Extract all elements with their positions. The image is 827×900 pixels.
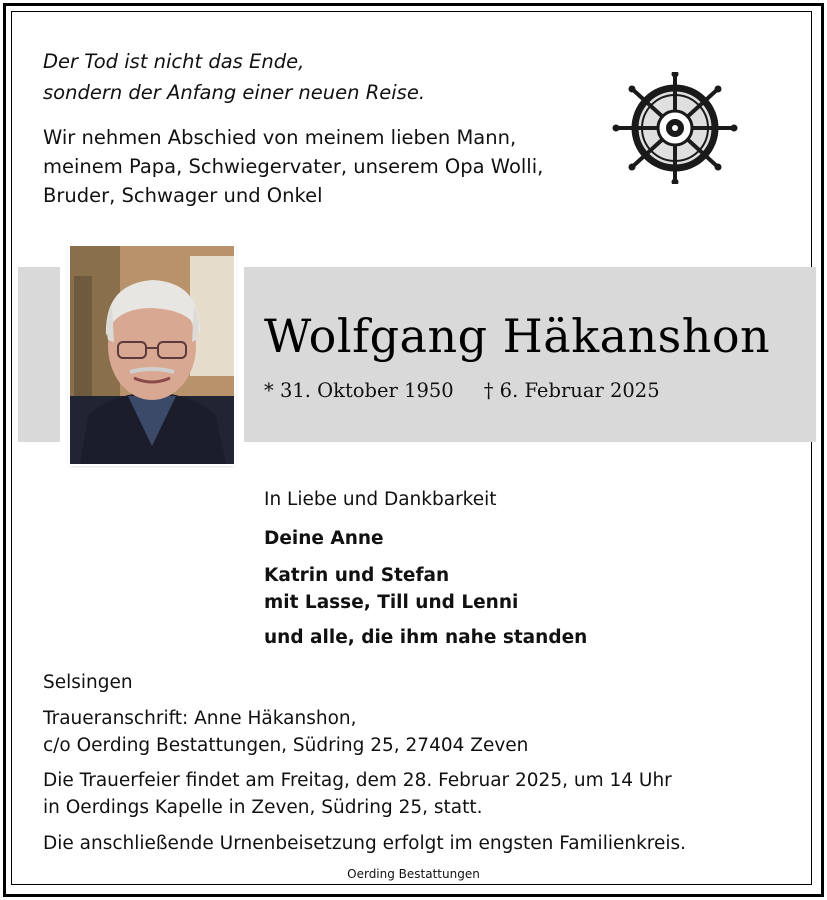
ceremony-line: in Oerdings Kapelle in Zeven, Südring 25, statt.: [43, 797, 483, 818]
intro-line: Wir nehmen Abschied von meinem lieben Mann,: [43, 126, 517, 149]
intro-line: meinem Papa, Schwiegervater, unserem Opa Wolli,: [43, 155, 544, 178]
signature-intro: In Liebe und Dankbarkeit: [264, 489, 497, 510]
life-dates: [264, 377, 660, 405]
birth-date: * 31. Oktober 1950: [264, 379, 454, 402]
burial-note: Die anschließende Urnenbeisetzung erfolgt im engsten Familienkreis.: [43, 833, 687, 854]
signature-line: Deine Anne: [264, 528, 384, 549]
ceremony-line: Die Trauerfeier findet am Freitag, dem 28. Februar 2025, um 14 Uhr: [43, 770, 672, 791]
signature-line: mit Lasse, Till und Lenni: [264, 592, 519, 613]
place-text: Selsingen: [43, 672, 133, 693]
footer-credit: Oerding Bestattungen: [347, 867, 480, 881]
death-date: † 6. Februar 2025: [483, 379, 660, 402]
portrait-photo: [70, 246, 234, 464]
quote-line: Der Tod ist nicht das Ende,: [43, 50, 305, 73]
signature-line: Katrin und Stefan: [264, 565, 450, 586]
address-line: Traueranschrift: Anne Häkanshon,: [43, 708, 357, 729]
address-line: c/o Oerding Bestattungen, Südring 25, 27404 Zeven: [43, 735, 529, 756]
signature-line: und alle, die ihm nahe standen: [264, 627, 588, 648]
deceased-name: Wolfgang Häkanshon: [264, 309, 771, 363]
opening-quote: [43, 46, 425, 108]
intro-text: [43, 123, 543, 210]
intro-line: Bruder, Schwager und Onkel: [43, 184, 323, 207]
grey-band-left: [18, 267, 60, 442]
ships-wheel-icon: [612, 72, 738, 184]
quote-line: sondern der Anfang einer neuen Reise.: [43, 81, 426, 104]
